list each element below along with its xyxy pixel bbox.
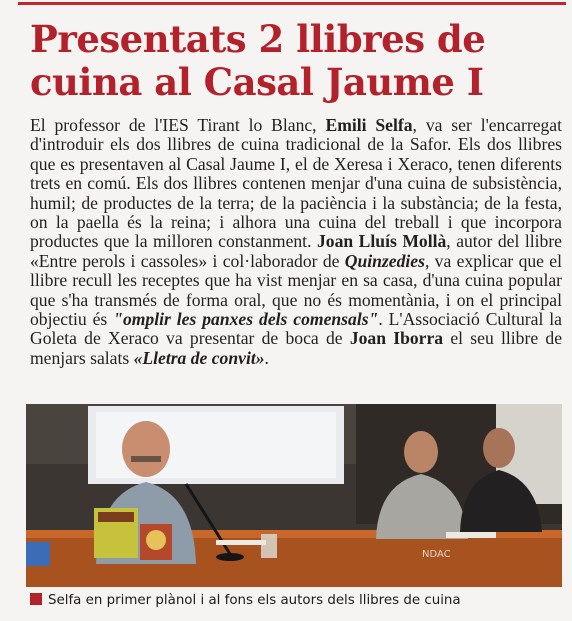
name-joan-lluis-molla: Joan Lluís Mollà [316, 231, 447, 252]
headline-line-1: Presentats 2 llibres de [30, 17, 486, 61]
caption-text: Selfa en primer plànol i al fons els autors dels llibres de cuina [48, 593, 461, 608]
article-body [30, 116, 562, 368]
headline [30, 18, 560, 104]
photo-caption [30, 592, 562, 610]
body-text-7: . [264, 347, 269, 368]
body-text-6: el seu llibre de menjars salats [30, 328, 563, 368]
table-sign: NDAC [422, 549, 451, 560]
name-emili-selfa: Emili Selfa [325, 115, 413, 135]
body-text-3: , autor del llibre «Entre perols i cassoles» i col·laborador de [30, 231, 562, 271]
book-title: «Lletra de convit» [133, 347, 265, 368]
caption-bullet-square [30, 593, 42, 605]
speaker-molla [404, 431, 438, 473]
speaker-selfa [122, 421, 170, 477]
body-text-5: . L'Associació Cultural la Goleta de Xeraco va presentar de boca de [30, 309, 562, 349]
headline-line-2: cuina al Casal Jaume I [30, 60, 484, 104]
event-photo [26, 404, 562, 587]
name-joan-iborra: Joan Iborra [349, 328, 444, 349]
quote-text: "omplir les panxes dels comensals" [113, 309, 379, 330]
body-text-2: , va ser l'encarregat d'introduir els dos llibres de cuina tradicional de la Safor. Els dos llibres que es presentaven al Casal Jaume I, el de Xeresa i Xeraco, tenen diferents trets en comú. Els dos llibres contenen menjar d'una cuina de subsistència, humil; de productes de la terra; de la paciència i la substància; de la festa, on la paella és la reina; i alhora una cuina del treball i que incorpora productes que la milloren constanment. [30, 115, 562, 252]
publication-name: Quinzedies [344, 250, 425, 271]
top-red-rule [18, 2, 566, 5]
photo-illustration [26, 404, 562, 587]
speaker-iborra [483, 428, 515, 468]
body-text-1: El professor de l'IES Tirant lo Blanc, [30, 115, 326, 135]
body-text-4: , va explicar que el llibre recull les receptes que ha vist menjar en sa casa, d'una cuina popular que s'ha transmés de forma oral, que no és momentània, i on el principal objectiu és [30, 250, 562, 330]
